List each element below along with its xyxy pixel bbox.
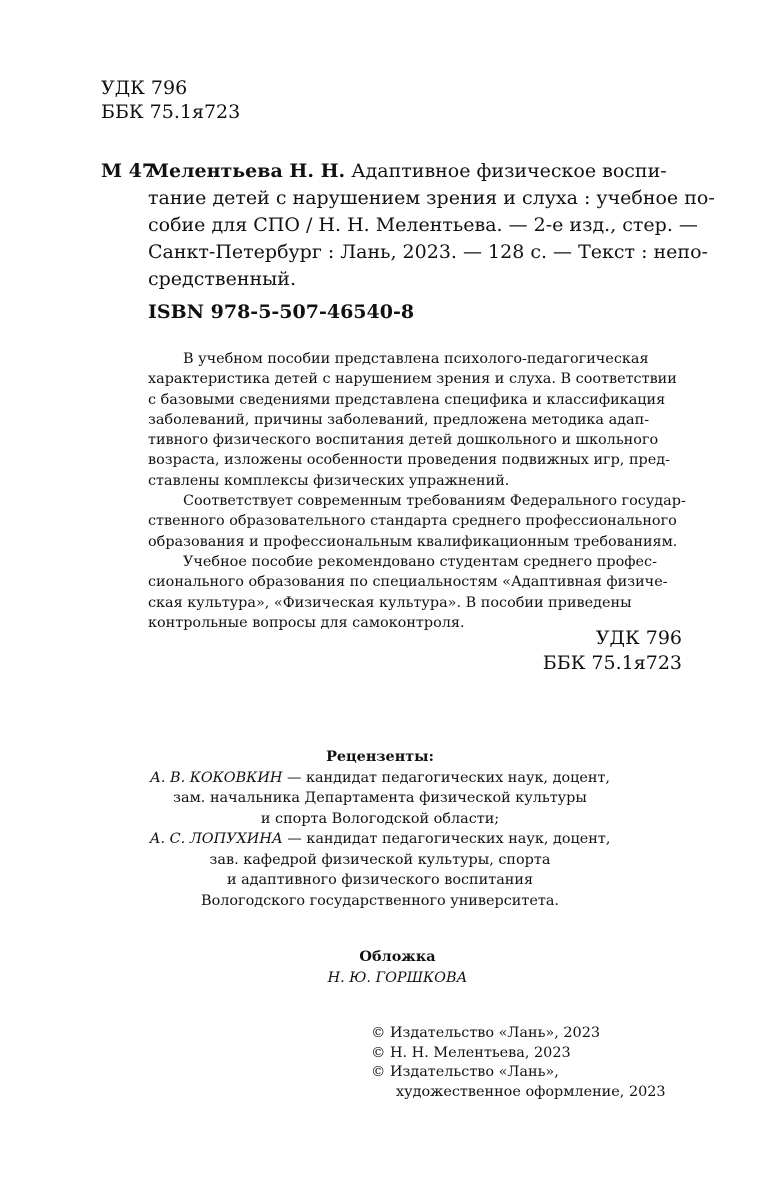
classification-codes — [101, 76, 240, 124]
reviewers-heading: Рецензенты: — [326, 748, 434, 765]
abstract-line: характеристика детей с нарушением зрения и слуха. В соответствии — [148, 371, 677, 388]
abstract-line: ская культура», «Физическая культура». В пособии приведены — [148, 594, 632, 611]
abstract-line: тивного физического воспитания детей дошкольного и школьного — [148, 432, 659, 449]
biblio-line: средственный. — [148, 268, 296, 290]
copyright-block — [371, 1024, 666, 1102]
biblio-line: собие для СПО / Н. Н. Мелентьева. — 2-е изд., стер. — — [148, 214, 698, 236]
abstract-line: контрольные вопросы для самоконтроля. — [148, 614, 465, 631]
bbk-code: ББК 75.1я723 — [542, 652, 682, 674]
udk-code: УДК 796 — [595, 627, 682, 649]
udk-code: УДК 796 — [101, 77, 188, 99]
copyright-line: © Издательство «Лань», — [371, 1064, 559, 1080]
abstract-line: возраста, изложены особенности проведения подвижных игр, пред- — [148, 452, 670, 469]
biblio-line: Санкт-Петербург : Лань, 2023. — 128 с. — Текст : непо- — [148, 241, 708, 263]
reviewer-text: зам. начальника Департамента физической культуры — [173, 790, 587, 806]
reviewer-text: и спорта Вологодской области; — [260, 810, 500, 827]
cover-designer: Н. Ю. ГОРШКОВА — [327, 969, 468, 986]
abstract-line: ственного образовательного стандарта среднего профессионального — [148, 513, 677, 530]
author-mark: М 47 — [101, 160, 156, 182]
bibliographic-description — [148, 158, 715, 293]
author-name: Мелентьева Н. Н. — [148, 160, 346, 182]
abstract-line: заболеваний, причины заболеваний, предложена методика адап- — [148, 411, 650, 428]
reviewer-name: А. В. КОКОВКИН — [149, 769, 283, 786]
copyright-line: © Издательство «Лань», 2023 — [371, 1025, 601, 1041]
reviewers-block — [100, 747, 660, 911]
abstract-line: ставлены комплексы физических упражнений. — [148, 472, 510, 489]
cover-heading: Обложка — [359, 948, 436, 965]
abstract — [148, 349, 686, 633]
isbn: ISBN 978-5-507-46540-8 — [148, 301, 415, 323]
abstract-line: сионального образования по специальностям «Адаптивная физиче- — [148, 574, 668, 591]
abstract-line: В учебном пособии представлена психолого-педагогическая — [183, 351, 649, 367]
abstract-line: Учебное пособие рекомендовано студентам среднего профес- — [183, 553, 657, 570]
reviewer-name: А. С. ЛОПУХИНА — [149, 831, 283, 847]
classification-codes-right — [543, 626, 682, 676]
abstract-line: с базовыми сведениями представлена специфика и классификация — [148, 391, 666, 408]
bbk-code: ББК 75.1я723 — [101, 101, 241, 123]
reviewer-text: — кандидат педагогических наук, доцент, — [282, 831, 611, 847]
abstract-line: Соответствует современным требованиям Федерального государ- — [183, 493, 686, 510]
biblio-line: тание детей с нарушением зрения и слуха : учебное по- — [148, 187, 715, 209]
copyright-line: художественное оформление, 2023 — [396, 1083, 666, 1100]
reviewer-text: — кандидат педагогических наук, доцент, — [282, 769, 611, 786]
abstract-line: образования и профессиональным квалификационным требованиям. — [148, 533, 678, 550]
copyright-line: © Н. Н. Мелентьева, 2023 — [371, 1044, 571, 1061]
reviewer-text: Вологодского государственного университета. — [201, 892, 559, 909]
cover-credit — [200, 947, 595, 988]
reviewer-text: зав. кафедрой физической культуры, спорта — [209, 851, 551, 868]
reviewer-text: и адаптивного физического воспитания — [226, 872, 534, 888]
biblio-line: Адаптивное физическое воспи- — [345, 160, 667, 182]
